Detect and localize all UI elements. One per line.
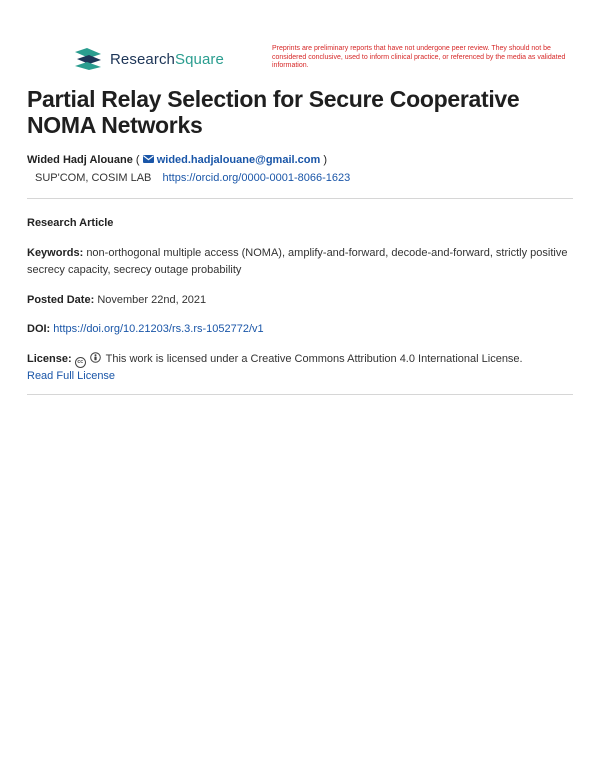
doi-label: DOI: xyxy=(27,323,51,335)
envelope-icon xyxy=(143,155,154,163)
license-text: This work is licensed under a Creative Commons Attribution 4.0 International License. xyxy=(105,353,523,365)
divider-bottom xyxy=(27,394,573,395)
divider-top xyxy=(27,198,573,199)
doi-link[interactable]: https://doi.org/10.21203/rs.3.rs-1052772/v1 xyxy=(53,323,264,335)
keywords-text: non-orthogonal multiple access (NOMA), amplify-and-forward, decode-and-forward, strictly positive secrecy capacity, secrecy outage probability xyxy=(27,247,568,276)
doi xyxy=(27,321,573,338)
read-full-license-link[interactable]: Read Full License xyxy=(27,370,116,382)
author-name: Wided Hadj Alouane xyxy=(27,154,133,166)
posted-date xyxy=(27,292,573,309)
cc-icon: cc xyxy=(75,357,86,368)
orcid-link[interactable]: https://orcid.org/0000-0001-8066-1623 xyxy=(162,172,351,184)
article-type: Research Article xyxy=(27,217,114,229)
preprint-disclaimer: Preprints are preliminary reports that have not undergone peer review. They should not be considered conclusive, used to inform clinical practice, or referenced by the media as validated information. xyxy=(272,45,566,70)
paper-title: Partial Relay Selection for Secure Cooperative NOMA Networks xyxy=(27,86,520,138)
paren-close: ) xyxy=(323,154,327,166)
license xyxy=(27,351,573,385)
paren-open: ( xyxy=(135,154,143,166)
brand-name: ResearchSquare xyxy=(110,50,224,68)
by-icon xyxy=(90,352,101,363)
affiliation: SUP'COM, COSIM LAB xyxy=(35,172,152,184)
author-line xyxy=(27,154,327,166)
research-square-logo[interactable] xyxy=(75,48,224,70)
header xyxy=(0,0,600,80)
posted-value: November 22nd, 2021 xyxy=(97,294,207,306)
author-email-link[interactable]: wided.hadjalouane@gmail.com xyxy=(156,154,321,166)
license-label: License: xyxy=(27,353,72,365)
research-square-logo-icon xyxy=(75,48,103,70)
posted-label: Posted Date: xyxy=(27,294,95,306)
affiliation-line xyxy=(35,172,350,184)
keywords-label: Keywords: xyxy=(27,247,84,259)
keywords xyxy=(27,245,573,279)
